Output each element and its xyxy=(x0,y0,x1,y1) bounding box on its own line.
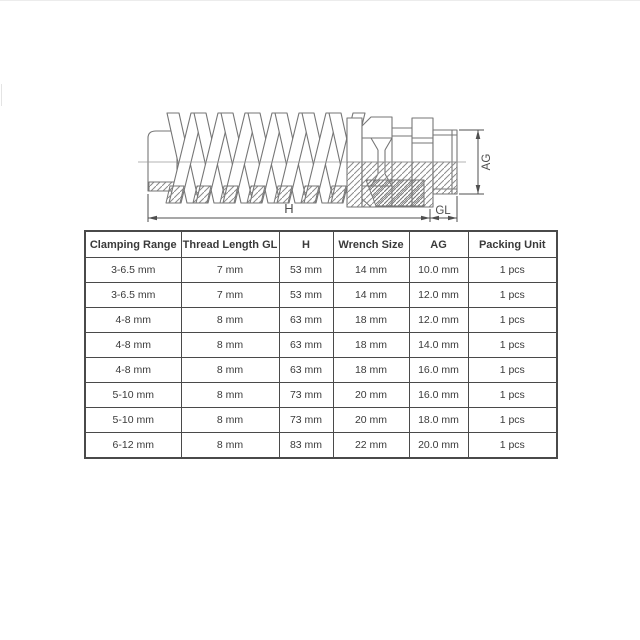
column-header: Packing Unit xyxy=(468,231,557,258)
cell: 10.0 mm xyxy=(409,258,468,283)
column-header: Clamping Range xyxy=(85,231,181,258)
cell: 1 pcs xyxy=(468,333,557,358)
cell: 4-8 mm xyxy=(85,358,181,383)
cell: 18.0 mm xyxy=(409,408,468,433)
cell: 63 mm xyxy=(279,333,333,358)
table-row xyxy=(85,433,557,459)
cell: 8 mm xyxy=(181,433,279,459)
cell: 5-10 mm xyxy=(85,383,181,408)
arrowhead-left xyxy=(148,216,157,221)
seal-insert-section xyxy=(366,180,424,206)
spec-table xyxy=(84,230,558,459)
table-row xyxy=(85,333,557,358)
table-row xyxy=(85,258,557,283)
dim-label-h: H xyxy=(284,201,294,216)
table-row xyxy=(85,408,557,433)
cell: 18 mm xyxy=(333,358,409,383)
cell: 1 pcs xyxy=(468,358,557,383)
cell: 3-6.5 mm xyxy=(85,258,181,283)
cell: 5-10 mm xyxy=(85,408,181,433)
cell: 8 mm xyxy=(181,408,279,433)
cell: 53 mm xyxy=(279,258,333,283)
arrowhead-top xyxy=(476,130,481,139)
cell: 8 mm xyxy=(181,308,279,333)
cell: 20 mm xyxy=(333,383,409,408)
cell: 16.0 mm xyxy=(409,383,468,408)
cell: 6-12 mm xyxy=(85,433,181,459)
cell: 14 mm xyxy=(333,283,409,308)
column-header: AG xyxy=(409,231,468,258)
table-row xyxy=(85,358,557,383)
cell: 83 mm xyxy=(279,433,333,459)
spiral-strain-relief xyxy=(148,113,365,203)
spiral-coils xyxy=(166,113,365,203)
cell: 4-8 mm xyxy=(85,308,181,333)
cell: 53 mm xyxy=(279,283,333,308)
cell: 8 mm xyxy=(181,358,279,383)
cell: 20.0 mm xyxy=(409,433,468,459)
cell: 1 pcs xyxy=(468,383,557,408)
cell: 7 mm xyxy=(181,258,279,283)
table-row xyxy=(85,383,557,408)
cell: 8 mm xyxy=(181,333,279,358)
cell: 73 mm xyxy=(279,383,333,408)
cell: 14.0 mm xyxy=(409,333,468,358)
cell: 63 mm xyxy=(279,308,333,333)
cell: 12.0 mm xyxy=(409,308,468,333)
cell: 73 mm xyxy=(279,408,333,433)
column-header: Thread Length GL xyxy=(181,231,279,258)
table-row xyxy=(85,283,557,308)
cell: 4-8 mm xyxy=(85,333,181,358)
neck-lines xyxy=(392,128,412,136)
cell: 63 mm xyxy=(279,358,333,383)
cell: 1 pcs xyxy=(468,258,557,283)
cell: 12.0 mm xyxy=(409,283,468,308)
dimension-gl xyxy=(430,196,457,222)
cell: 22 mm xyxy=(333,433,409,459)
cell: 7 mm xyxy=(181,283,279,308)
cable-gland-technical-drawing xyxy=(0,0,640,230)
column-header: H xyxy=(279,231,333,258)
cell: 20 mm xyxy=(333,408,409,433)
cell: 8 mm xyxy=(181,383,279,408)
cell: 1 pcs xyxy=(468,308,557,333)
dim-label-ag: AG xyxy=(481,153,493,171)
dim-label-gl: GL xyxy=(435,205,451,217)
cell: 16.0 mm xyxy=(409,358,468,383)
cell: 14 mm xyxy=(333,258,409,283)
cell: 1 pcs xyxy=(468,408,557,433)
header-row xyxy=(85,231,557,258)
cell: 3-6.5 mm xyxy=(85,283,181,308)
cell: 1 pcs xyxy=(468,433,557,459)
cell: 1 pcs xyxy=(468,283,557,308)
arrowhead-right xyxy=(421,216,430,221)
arrowhead-bottom xyxy=(476,185,481,194)
cell: 18 mm xyxy=(333,333,409,358)
table-row xyxy=(85,308,557,333)
cell: 18 mm xyxy=(333,308,409,333)
column-header: Wrench Size xyxy=(333,231,409,258)
